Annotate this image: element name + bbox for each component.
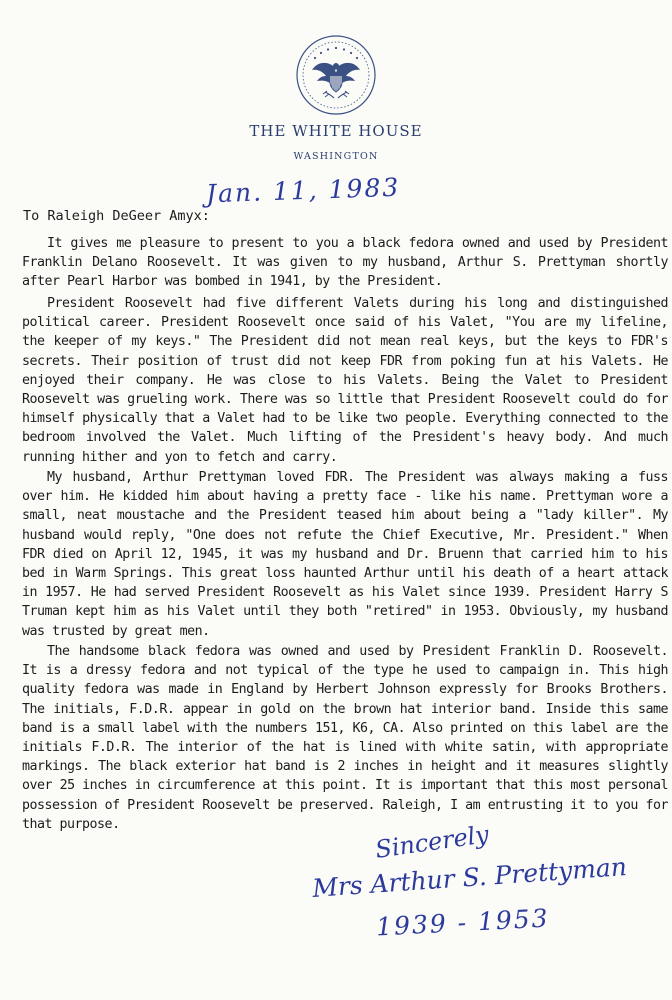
service-years: 1939 - 1953 — [375, 903, 551, 942]
signature: Mrs Arthur S. Prettyman — [311, 852, 628, 903]
handwritten-date: Jan. 11, 1983 — [205, 172, 401, 209]
letterhead-title: THE WHITE HOUSE — [249, 122, 423, 140]
presidential-seal-icon — [295, 34, 377, 116]
salutation: To Raleigh DeGeer Amyx: — [23, 208, 210, 224]
paragraph-3: My husband, Arthur Prettyman loved FDR. The President was always making a fuss over him. He kidded him about having a pretty face - like his name. Prettyman wore a small, neat moustache and the President teased him about being a "lady killer". My husband would reply, "One does not refute the Chief Executive, Mr. President." When FDR died on April 12, 1945, it was my husband and Dr. Bruenn that carried him to his bed in Warm Springs. This great loss haunted Arthur until his death of a heart attack in 1957. He had served President Roosevelt as his Valet since 1939. President Harry S Truman kept him as his Valet until they both "retired" in 1953. Obviously, my husband was trusted by great men. — [22, 470, 668, 639]
paragraph-2: President Roosevelt had five different Valets during his long and distinguished political career. President Roosevelt once said of his Valet, "You are my lifeline, the keeper of my keys." The President did not mean real keys, but the keys to FDR's secrets. Their position of trust did not keep FDR from poking fun at his Valets. He enjoyed their company. He was close to his Valets. Being the Valet to President Roosevelt was grueling work. There was so little that President Roosevelt could do for himself physically that a Valet had to be like two people. Everything connected to the bedroom involved the Valet. Much lifting of the President's heavy body. And much running hither and yon to fetch and carry. — [22, 296, 668, 465]
paragraph-1: It gives me pleasure to present to you a black fedora owned and used by President Franklin Delano Roosevelt. It was given to my husband, Arthur S. Prettyman shortly after Pearl Harbor was bombed in 1941, by the President. — [22, 236, 668, 290]
letterhead-location: WASHINGTON — [293, 151, 379, 162]
closing-sincerely: Sincerely — [373, 820, 491, 864]
paragraph-4: The handsome black fedora was owned and used by President Franklin D. Roosevelt. It is a dressy fedora and not typical of the type he used to campaign in. This high quality fedora was made in England by Herbert Johnson expressly for Brooks Brothers. The initials, F.D.R. appear in gold on the brown hat interior band. Inside this same band is a small label with the numbers 151, K6, CA. Also printed on this label are the initials F.D.R. The interior of the hat is lined with white satin, with appropriate markings. The black exterior hat band is 2 inches in height and it measures slightly over 25 inches in circumference at this point. It is important that this most personal possession of President Roosevelt be preserved. Raleigh, I am entrusting it to you for that purpose. — [22, 644, 668, 832]
